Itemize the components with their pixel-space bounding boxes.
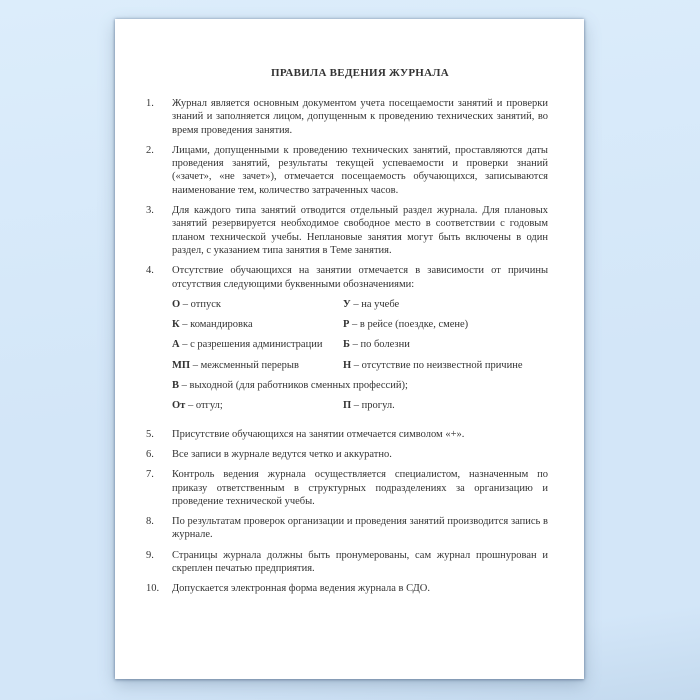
item-text: Контроль ведения журнала осуществляется специалистом, назначенным по приказу ответственным в структурных подразделениях за организацию и проведение технической учебы.: [172, 469, 548, 507]
designation-text: – отгул;: [187, 400, 223, 412]
list-item-6: [146, 448, 548, 461]
designation-row: [172, 298, 548, 311]
item-text: Отсутствие обучающихся на занятии отмечается в зависимости от причины отсутствия следующими буквенными обозначениями:: [172, 265, 548, 290]
designation-code: Н: [343, 359, 352, 371]
list-item-2: [146, 144, 548, 197]
item-text: Все записи в журнале ведутся четко и аккуратно.: [172, 448, 392, 460]
designation-text: – командировка: [182, 319, 253, 331]
designation-left: [172, 400, 223, 411]
designation-left: [172, 360, 299, 371]
item-text: Журнал является основным документом учета посещаемости занятий и проверки знаний и заполняется лицом, допущенным к проведению технических занятий, во время проведения занятия.: [172, 98, 548, 136]
designation-row: [172, 399, 548, 412]
list-item-5: [146, 428, 548, 441]
designation-text: – выходной (для работников сменных профессий);: [181, 380, 408, 392]
item-number: 10.: [146, 583, 160, 595]
designation-left: [172, 319, 253, 330]
designation-text: – с разрешения администрации: [182, 339, 323, 351]
document-title: ПРАВИЛА ВЕДЕНИЯ ЖУРНАЛА: [271, 67, 449, 79]
designation-left: [172, 339, 322, 350]
item-number: 4.: [146, 265, 154, 277]
designation-code: У: [343, 298, 351, 310]
item-number: 2.: [146, 144, 154, 156]
designation-text: – в рейсе (поездке, смене): [352, 319, 469, 331]
list-item-8: [146, 515, 548, 542]
designation-code: О: [172, 298, 181, 310]
list-item-7: [146, 468, 548, 508]
item-number: 1.: [146, 98, 154, 109]
designation-text: – по болезни: [352, 339, 410, 351]
designation-text: – на учебе: [353, 298, 400, 310]
list-item-1: [146, 97, 548, 137]
document-page: [115, 19, 584, 679]
item-text: Страницы журнала должны быть пронумерованы, сам журнал прошнурован и скреплен печатью предприятия.: [172, 549, 548, 575]
item-number: 3.: [146, 205, 154, 217]
item-text: По результатам проверок организации и проведения занятий производится запись в журнале.: [172, 516, 548, 541]
designation-left: [172, 299, 221, 310]
item-number: 6.: [146, 448, 154, 460]
designation-code: В: [172, 380, 180, 392]
item-text: Присутствие обучающихся на занятии отмечается символом «+».: [172, 428, 465, 440]
designation-code: Р: [343, 319, 350, 331]
designation-row: [172, 359, 548, 372]
item-number: 9.: [146, 549, 154, 561]
designation-right: [343, 338, 410, 351]
designation-text: – межсменный перерыв: [192, 359, 299, 371]
designation-row: [172, 379, 548, 392]
designation-right: [343, 318, 468, 331]
designation-right: [343, 399, 395, 412]
list-item-9: [146, 549, 548, 576]
designation-row: [172, 338, 548, 351]
list-item-4: [146, 264, 548, 291]
absence-codes-list: [172, 298, 548, 413]
designation-code: А: [172, 339, 180, 351]
designation-code: МП: [172, 359, 191, 371]
item-number: 5.: [146, 428, 154, 440]
designation-right: [343, 298, 399, 311]
item-number: 8.: [146, 516, 154, 528]
designation-code: От: [172, 400, 186, 412]
designation-code: Б: [343, 339, 350, 351]
item-text: Для каждого типа занятий отводится отдельный раздел журнала. Для плановых занятий резервируется необходимое свободное место в соответствии с годовым планом технической учебы. Неплановые занятия могут быть включены в один раздел, с указанием типа занятия в Теме занятия.: [172, 205, 548, 256]
designation-left: [172, 380, 408, 391]
designation-text: – отпуск: [182, 298, 222, 310]
designation-code: П: [343, 400, 352, 412]
designation-code: К: [172, 319, 180, 331]
designation-right: [343, 359, 523, 372]
item-text: Лицами, допущенными к проведению технических занятий, проставляются даты проведения занятий, результаты текущей успеваемости и проверки знаний («зачет», «не зачет»), отмечается посещаемость обучающихся, записываются наименование тем, количество затраченных часов.: [172, 144, 548, 196]
designation-text: – прогул.: [353, 400, 395, 412]
designation-text: – отсутствие по неизвестной причине: [353, 359, 523, 371]
item-number: 7.: [146, 469, 154, 481]
list-item-10: [146, 582, 548, 595]
item-text: Допускается электронная форма ведения журнала в СДО.: [172, 583, 430, 595]
list-item-3: [146, 204, 548, 257]
designation-row: [172, 318, 548, 331]
